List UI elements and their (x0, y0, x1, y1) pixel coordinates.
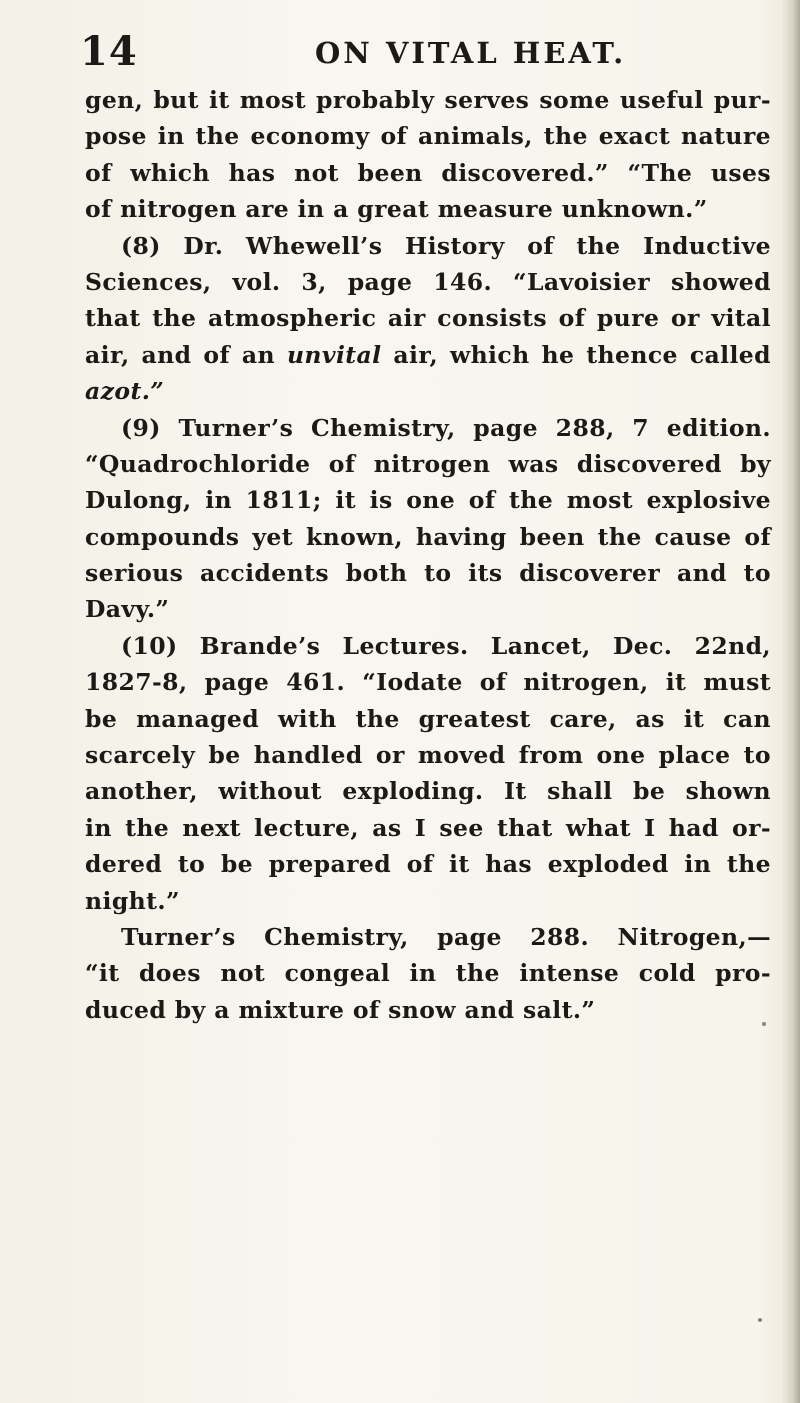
text-line: of nitrogen are in a great measure unknown.” (85, 195, 708, 224)
text-line: “Quadrochloride of nitrogen was discovered by (85, 449, 771, 478)
text-line: Davy.” (85, 595, 170, 624)
page-header (80, 28, 760, 76)
text-line: dered to be prepared of it has exploded in the (85, 850, 771, 879)
text-line (85, 373, 771, 409)
text-line: Dulong, in 1811; it is one of the most explosive (85, 486, 771, 515)
text-line: gen, but it most probably serves some useful pur- (85, 86, 771, 114)
page-edge-shadow (782, 0, 800, 1403)
page-number: 14 (80, 28, 138, 75)
text-line: night.” (85, 886, 180, 915)
text-line: be managed with the greatest care, as it can (85, 704, 771, 733)
text-line (85, 337, 771, 373)
paper-speck (758, 1318, 762, 1322)
text-line: of which has not been discovered.” “The uses (85, 158, 771, 187)
text-line: pose in the economy of animals, the exact nature (85, 122, 771, 151)
text-line: “it does not congeal in the intense cold pro- (85, 959, 771, 988)
paper-speck (762, 1022, 766, 1026)
running-title: ON VITAL HEAT. (315, 36, 627, 70)
text-line: in the next lecture, as I see that what I had or- (85, 813, 771, 842)
text-line: Turner’s Chemistry, page 288. Nitrogen,— (121, 922, 771, 951)
text-line: duced by a mixture of snow and salt.” (85, 995, 596, 1024)
text-line: (8) Dr. Whewell’s History of the Inductive (121, 231, 771, 260)
text-line: serious accidents both to its discoverer and to (85, 559, 771, 588)
text-line: compounds yet known, having been the cause of (85, 522, 771, 551)
text-line: 1827-8, page 461. “Iodate of nitrogen, it must (85, 668, 771, 697)
text-line: scarcely be handled or moved from one place to (85, 741, 771, 770)
text-segment: air, and of an (85, 340, 276, 369)
body-text (85, 82, 771, 1028)
text-segment: air, which he thence called (393, 340, 771, 369)
italic-term: azot.” (85, 377, 165, 406)
text-line: Sciences, vol. 3, page 146. “Lavoisier showed (85, 267, 771, 296)
text-line: (9) Turner’s Chemistry, page 288, 7 edition. (121, 413, 771, 442)
text-line: another, without exploding. It shall be shown (85, 777, 771, 806)
italic-term: unvital (286, 340, 382, 369)
text-line: that the atmospheric air consists of pure or vital (85, 304, 771, 333)
text-line: (10) Brande’s Lectures. Lancet, Dec. 22nd, (121, 631, 771, 660)
